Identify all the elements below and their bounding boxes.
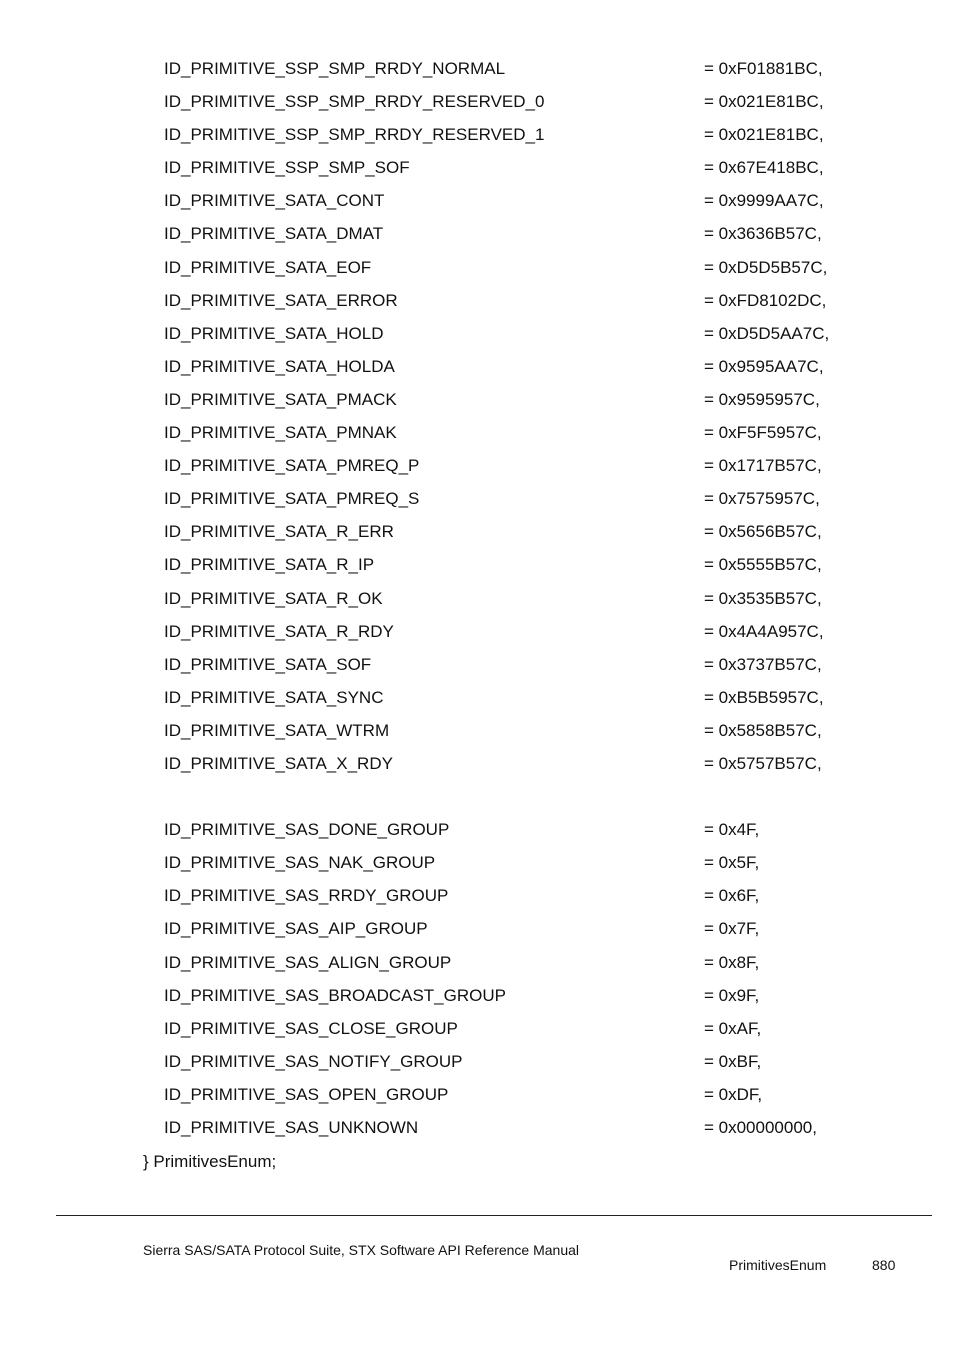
enum-entry (0, 747, 954, 780)
blank-line (0, 780, 954, 813)
enum-name: ID_PRIMITIVE_SATA_EOF (164, 257, 372, 277)
enum-entry (0, 1012, 954, 1045)
enum-entry-list (0, 52, 954, 1144)
enum-value: = 0x9999AA7C, (704, 191, 824, 211)
enum-value: = 0x1717B57C, (704, 456, 822, 476)
enum-entry (0, 548, 954, 581)
footer-manual-title: Sierra SAS/SATA Protocol Suite, STX Software API Reference Manual (143, 1242, 580, 1258)
enum-name: ID_PRIMITIVE_SSP_SMP_RRDY_RESERVED_0 (164, 92, 545, 112)
enum-value: = 0xF01881BC, (704, 59, 823, 78)
enum-entry (0, 979, 954, 1012)
enum-name: ID_PRIMITIVE_SATA_HOLD (164, 323, 384, 343)
enum-value: = 0x4A4A957C, (704, 621, 824, 641)
enum-entry (0, 284, 954, 317)
enum-name: ID_PRIMITIVE_SATA_SYNC (164, 687, 384, 707)
enum-name: ID_PRIMITIVE_SATA_R_ERR (164, 522, 394, 542)
enum-name: ID_PRIMITIVE_SAS_ALIGN_GROUP (164, 952, 452, 972)
enum-value: = 0x5F, (704, 853, 760, 873)
enum-name: ID_PRIMITIVE_SATA_PMACK (164, 389, 397, 409)
page-number: 880 (872, 1257, 896, 1273)
enum-value: = 0x9595957C, (704, 389, 820, 409)
enum-entry (0, 946, 954, 979)
enum-value: = 0xBF, (704, 1051, 762, 1071)
enum-name: ID_PRIMITIVE_SATA_CONT (164, 191, 385, 211)
enum-entry (0, 615, 954, 648)
enum-name: ID_PRIMITIVE_SATA_DMAT (164, 224, 384, 244)
footer-section-name: PrimitivesEnum (729, 1257, 827, 1273)
footer-divider (56, 1215, 932, 1216)
enum-name: ID_PRIMITIVE_SATA_R_IP (164, 555, 375, 575)
enum-entry (0, 846, 954, 879)
enum-entry (0, 879, 954, 912)
enum-name: ID_PRIMITIVE_SATA_WTRM (164, 720, 390, 740)
enum-entry (0, 648, 954, 681)
enum-value: = 0x5858B57C, (704, 720, 822, 740)
enum-value: = 0x3737B57C, (704, 654, 822, 674)
enum-name: ID_PRIMITIVE_SATA_PMNAK (164, 423, 397, 443)
enum-entry (0, 449, 954, 482)
enum-value: = 0xAF, (704, 1018, 762, 1038)
enum-name: ID_PRIMITIVE_SAS_BROADCAST_GROUP (164, 985, 506, 1005)
enum-entry (0, 582, 954, 615)
enum-value: = 0x9595AA7C, (704, 356, 824, 376)
enum-entry (0, 151, 954, 184)
enum-name: ID_PRIMITIVE_SAS_NAK_GROUP (164, 853, 436, 873)
enum-entry (0, 317, 954, 350)
enum-name: ID_PRIMITIVE_SSP_SMP_RRDY_RESERVED_1 (164, 125, 545, 145)
enum-value: = 0xD5D5AA7C, (704, 323, 830, 343)
enum-entry (0, 1078, 954, 1111)
enum-value: = 0x5656B57C, (704, 522, 822, 542)
enum-entry (0, 813, 954, 846)
enum-name: ID_PRIMITIVE_SATA_PMREQ_P (164, 456, 420, 476)
enum-name: ID_PRIMITIVE_SATA_HOLDA (164, 356, 395, 376)
enum-name: ID_PRIMITIVE_SAS_DONE_GROUP (164, 820, 450, 840)
enum-entry (0, 482, 954, 515)
enum-entry (0, 416, 954, 449)
enum-entry (0, 714, 954, 747)
enum-name: ID_PRIMITIVE_SATA_SOF (164, 654, 372, 674)
enum-entry (0, 681, 954, 714)
enum-value: = 0xF5F5957C, (704, 423, 822, 443)
enum-value: = 0xDF, (704, 1084, 763, 1104)
enum-entry (0, 350, 954, 383)
enum-name: ID_PRIMITIVE_SAS_CLOSE_GROUP (164, 1018, 458, 1038)
enum-value: = 0x6F, (704, 886, 760, 906)
enum-name: ID_PRIMITIVE_SAS_UNKNOWN (164, 1118, 419, 1137)
enum-value: = 0xB5B5957C, (704, 687, 824, 707)
enum-name: ID_PRIMITIVE_SAS_RRDY_GROUP (164, 886, 449, 906)
enum-entry (0, 515, 954, 548)
enum-entry (0, 1111, 954, 1144)
enum-entry (0, 52, 954, 85)
enum-entry (0, 1045, 954, 1078)
enum-value: = 0x8F, (704, 952, 760, 972)
enum-value: = 0x7575957C, (704, 489, 820, 509)
enum-value: = 0x021E81BC, (704, 92, 824, 112)
enum-value: = 0x5757B57C, (704, 753, 822, 773)
enum-entry (0, 251, 954, 284)
enum-name: ID_PRIMITIVE_SSP_SMP_RRDY_NORMAL (164, 59, 506, 78)
enum-name: ID_PRIMITIVE_SSP_SMP_SOF (164, 158, 410, 178)
enum-entry (0, 184, 954, 217)
enum-value: = 0x9F, (704, 985, 760, 1005)
enum-entry (0, 383, 954, 416)
enum-value: = 0xD5D5B57C, (704, 257, 828, 277)
enum-entry (0, 912, 954, 945)
enum-name: ID_PRIMITIVE_SATA_ERROR (164, 290, 398, 310)
enum-value: = 0x5555B57C, (704, 555, 822, 575)
enum-value: = 0x00000000, (704, 1118, 817, 1137)
enum-closing: } PrimitivesEnum; (143, 1152, 277, 1171)
enum-value: = 0x3535B57C, (704, 588, 822, 608)
enum-name: ID_PRIMITIVE_SATA_R_OK (164, 588, 383, 608)
enum-entry (0, 217, 954, 250)
enum-entry (0, 85, 954, 118)
enum-value: = 0x021E81BC, (704, 125, 824, 145)
enum-name: ID_PRIMITIVE_SAS_NOTIFY_GROUP (164, 1051, 463, 1071)
enum-value: = 0xFD8102DC, (704, 290, 827, 310)
enum-entry (0, 118, 954, 151)
enum-value: = 0x67E418BC, (704, 158, 824, 178)
enum-name: ID_PRIMITIVE_SATA_R_RDY (164, 621, 394, 641)
enum-value: = 0x7F, (704, 919, 760, 939)
enum-name: ID_PRIMITIVE_SAS_OPEN_GROUP (164, 1084, 449, 1104)
enum-value: = 0x4F, (704, 820, 760, 840)
enum-name: ID_PRIMITIVE_SAS_AIP_GROUP (164, 919, 428, 939)
enum-value: = 0x3636B57C, (704, 224, 822, 244)
enum-name: ID_PRIMITIVE_SATA_X_RDY (164, 753, 393, 773)
enum-name: ID_PRIMITIVE_SATA_PMREQ_S (164, 489, 420, 509)
